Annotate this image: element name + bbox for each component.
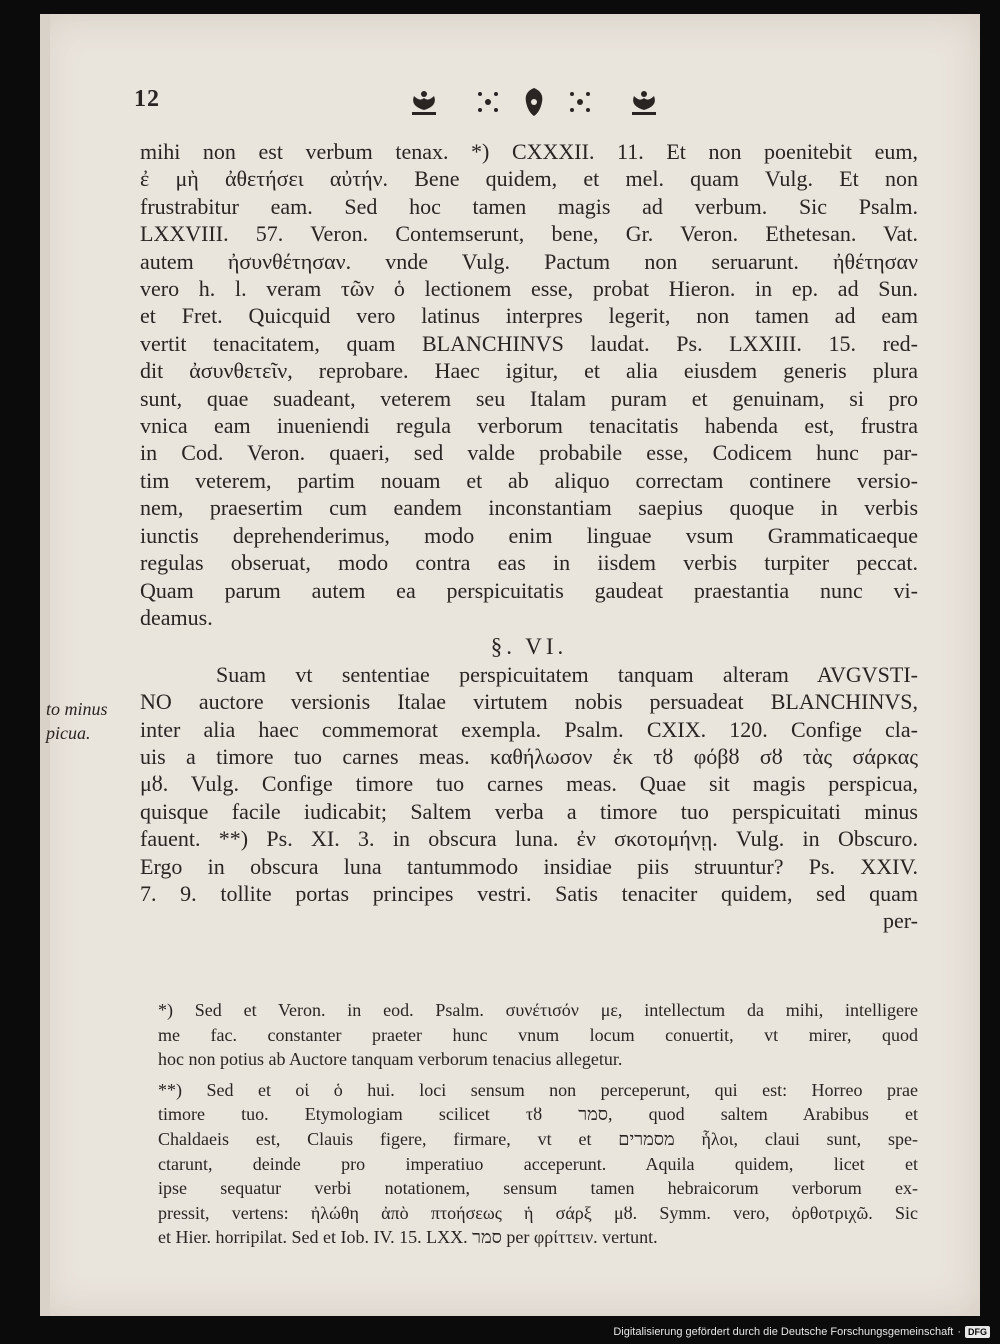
text-line: vnica eam inueniendi regula verborum tenacitatis habenda est, frustra (140, 413, 918, 439)
text-line: tim veterem, partim nouam et ab aliquo correctam continere versio- (140, 467, 918, 493)
text-line: fauent. **) Ps. XI. 3. in obscura luna. ἐν σκοτομήνῃ. Vulg. in Obscuro. (140, 826, 918, 852)
footnote-line: **) Sed et οἱ ὁ hui. loci sensum non perceperunt, qui est: Horreo prae (158, 1079, 918, 1100)
text-line: quisque facile iudicabit; Saltem verba a timore tuo perspicuitati minus (140, 798, 918, 824)
text-line: uis a timore tuo carnes meas. καθήλωσον ἐκ τȣ φόβȣ σȣ τὰς σάρκας (140, 743, 918, 769)
text-line: in Cod. Veron. quaeri, sed valde probabile esse, Codicem hunc par- (140, 440, 918, 466)
printer-ornament-icon (384, 82, 684, 122)
footnote (158, 1078, 918, 1250)
marginal-note-line: to minus (46, 699, 108, 719)
footnote-line: et Hier. horripilat. Sed et Iob. IV. 15. LXX. סמר per φρίττειν. vertunt. (158, 1227, 658, 1248)
text-line: autem ἠσυνθέτησαν. vnde Vulg. Pactum non seruarunt. ἠθέτησαν (140, 248, 918, 274)
footnote-line: me fac. constanter praeter hunc vnum locum conuertit, vt mirer, quod (158, 1024, 918, 1045)
footnote-line: hoc non potius ab Auctore tanquam verborum tenacius allegetur. (158, 1049, 623, 1070)
page-edge (40, 14, 50, 1316)
digitization-credit: Digitalisierung gefördert durch die Deutsche Forschungsgemeinschaft · DFG (613, 1326, 990, 1338)
footnote-line: ctarunt, deinde pro imperatiuo acceperunt. Aquila quidem, licet et (158, 1153, 918, 1174)
text-line: mihi non est verbum tenax. *) CXXXII. 11. Et non poenitebit eum, (140, 139, 918, 164)
text-line: regulas obseruat, modo contra eas in iisdem verbis turpiter peccat. (140, 550, 918, 576)
section-heading: §. VI. (490, 634, 568, 660)
footnote-line: timore tuo. Etymologiam scilicet τȣ סמר, quod saltem Arabibus et (158, 1104, 918, 1125)
catchword: per- (883, 908, 918, 934)
text-line: Suam vt sententiae perspicuitatem tanquam alteram AVGVSTI- (216, 661, 918, 687)
dfg-logo-icon[interactable]: DFG (965, 1326, 990, 1338)
marginal-note-line: picua. (46, 723, 91, 743)
credit-text: Digitalisierung gefördert durch die Deutsche Forschungsgemeinschaft (613, 1326, 954, 1338)
text-line: vertit tenacitatem, quam BLANCHINVS laudat. Ps. LXXIII. 15. red- (140, 330, 918, 356)
text-line: deamus. (140, 604, 213, 630)
text-line: 7. 9. tollite portas principes vestri. Satis tenaciter quidem, sed quam (140, 880, 918, 906)
footnote-line: Chaldaeis est, Clauis figere, firmare, vt et מסמרים ἧλοι, claui sunt, spe- (158, 1128, 918, 1149)
footnote-line: ipse sequatur verbi notationem, sensum tamen hebraicorum verborum ex- (158, 1178, 918, 1199)
text-line: iunctis deprehenderimus, modo enim linguae vsum Grammaticaeque (140, 522, 918, 548)
footnote-line: *) Sed et Veron. in eod. Psalm. συνέτισόν με, intellectum da mihi, intelligere (158, 1000, 918, 1020)
page-number: 12 (134, 86, 160, 112)
text-line: inter alia haec commemorat exempla. Psalm. CXIX. 120. Confige cla- (140, 716, 918, 742)
text-line: sunt, quae suadeant, veterem seu Italam puram et genuinam, si pro (140, 385, 918, 411)
text-line: μȣ. Vulg. Confige timore tuo carnes meas. Quae sit magis perspicua, (140, 771, 918, 797)
marginal-note (46, 697, 108, 745)
text-line: et Fret. Quicquid vero latinus interpres legerit, non tamen ad eam (140, 303, 918, 329)
running-head (134, 82, 914, 122)
text-line: frustrabitur eam. Sed hoc tamen magis ad verbum. Sic Psalm. (140, 193, 918, 219)
footnotes (158, 998, 918, 1250)
text-line: vero h. l. veram τῶν ὁ lectionem esse, probat Hieron. in ep. ad Sun. (140, 276, 918, 302)
text-line: Ergo in obscura luna tantummodo insidiae piis struuntur? Ps. XXIV. (140, 853, 918, 879)
text-line: nem, praesertim cum eandem inconstantiam saepius quoque in verbis (140, 495, 918, 521)
book-page (40, 14, 980, 1316)
text-line: ἐ μὴ ἀθετήσει αὐτήν. Bene quidem, et mel. quam Vulg. Et non (140, 166, 918, 192)
text-line: NO auctore versionis Italae virtutem nobis persuadeat BLANCHINVS, (140, 689, 918, 715)
footnote (158, 998, 918, 1072)
text-line: LXXVIII. 57. Veron. Contemserunt, bene, Gr. Veron. Ethetesan. Vat. (140, 221, 918, 247)
text-line: dit ἀσυνθετεῖν, reprobare. Haec igitur, et alia eiusdem generis plura (140, 358, 918, 384)
footnote-line: pressit, vertens: ἠλώθη ἀπὸ πτοήσεως ἡ σάρξ μȣ. Symm. vero, ὀρθοτριχῶ. Sic (158, 1202, 918, 1223)
text-line: Quam parum autem ea perspicuitatis gaudeat praestantia nunc vi- (140, 577, 918, 603)
main-text (140, 138, 918, 935)
